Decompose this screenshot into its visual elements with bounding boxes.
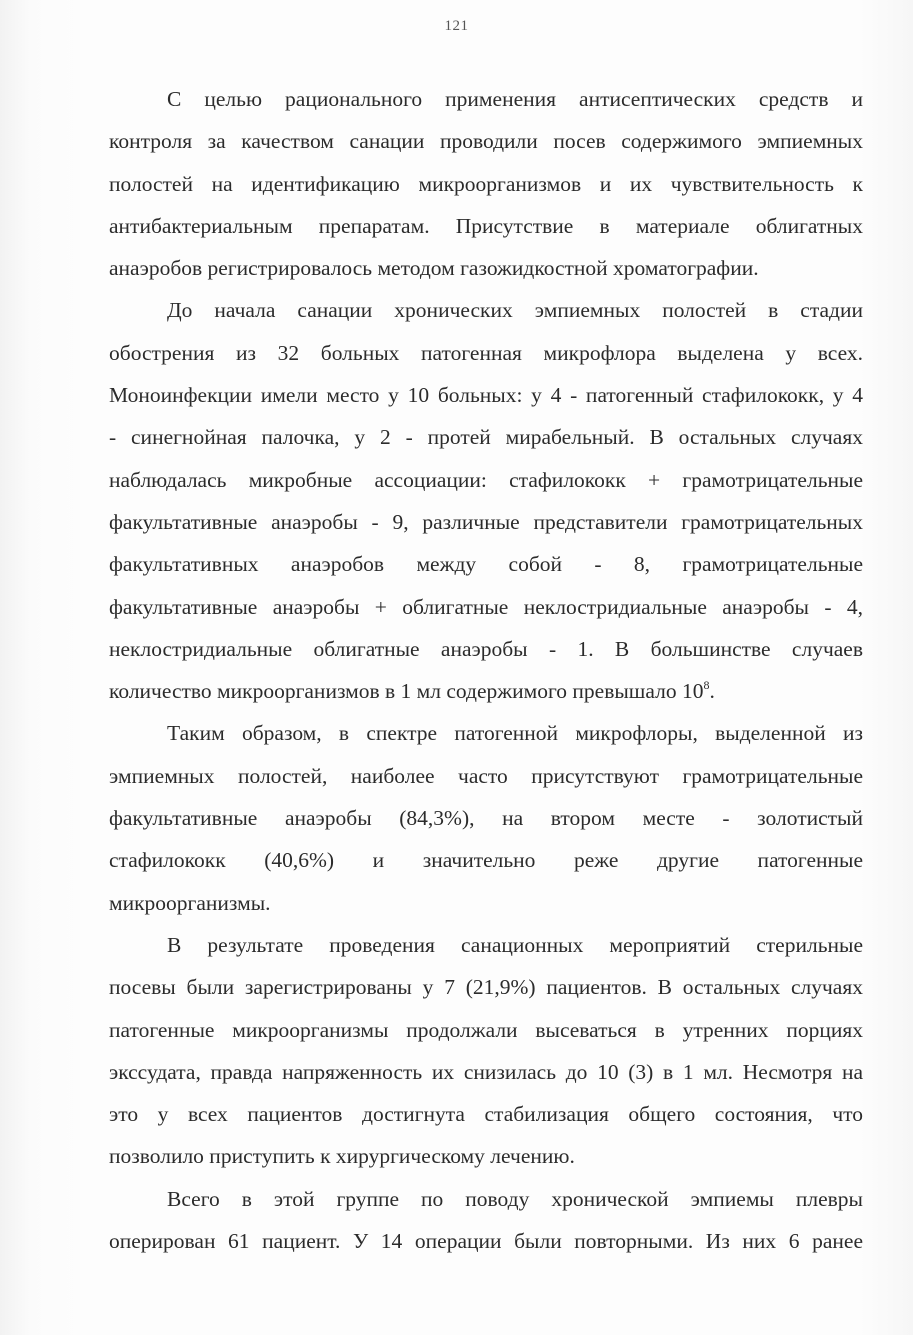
text-line: патогенные микроорганизмы продолжали высеваться в утренних порциях	[109, 1017, 863, 1042]
text-line: обострения из 32 больных патогенная микрофлора выделена у всех.	[109, 340, 863, 365]
text-line: микроорганизмы.	[109, 890, 271, 915]
paragraph-summary	[51, 712, 863, 923]
text-line: Моноинфекции имели место у 10 больных: у 4 - патогенный стафилококк, у 4	[109, 383, 863, 408]
text-line: анаэробов регистрировалось методом газожидкостной хроматографии.	[109, 256, 759, 281]
text-line-with-superscript	[51, 670, 863, 712]
text-line: - синегнойная палочка, у 2 - протей мирабельный. В остальных случаях	[109, 425, 863, 450]
text-line: антибактериальным препаратам. Присутствие в материале облигатных	[109, 213, 863, 238]
text-line: неклостридиальные облигатные анаэробы - 1. В большинстве случаев	[109, 636, 863, 661]
text-line: Таким образом, в спектре патогенной микрофлоры, выделенной из	[167, 721, 863, 746]
exponent: 8	[703, 678, 710, 693]
text-line: эмпиемных полостей, наиболее часто присутствуют грамотрицательные	[109, 763, 863, 788]
paragraph-results	[51, 924, 863, 1178]
text-line: факультативных анаэробов между собой - 8, грамотрицательные	[109, 552, 863, 577]
text-line: стафилококк (40,6%) и значительно реже другие патогенные	[109, 848, 863, 873]
text-fragment: .	[709, 679, 715, 704]
paragraph-operations	[51, 1178, 863, 1263]
paragraph-antiseptics	[51, 78, 863, 289]
text-line: контроля за качеством санации проводили посев содержимого эмпиемных	[109, 129, 863, 154]
text-line: В результате проведения санационных мероприятий стерильные	[167, 932, 863, 957]
text-line: экссудата, правда напряженность их снизилась до 10 (3) в 1 мл. Несмотря на	[109, 1059, 863, 1084]
text-line: факультативные анаэробы - 9, различные представители грамотрицательных	[109, 509, 863, 534]
text-line: наблюдалась микробные ассоциации: стафилококк + грамотрицательные	[109, 467, 863, 492]
text-line: посевы были зарегистрированы у 7 (21,9%) пациентов. В остальных случаях	[109, 975, 863, 1000]
text-line: Всего в этой группе по поводу хронической эмпиемы плевры	[167, 1186, 863, 1211]
body-text	[51, 78, 863, 1262]
text-line: оперирован 61 пациент. У 14 операции были повторными. Из них 6 ранее	[109, 1229, 863, 1254]
text-line: До начала санации хронических эмпиемных полостей в стадии	[167, 298, 863, 323]
text-fragment: количество микроорганизмов в 1 мл содержимого превышало 10	[109, 679, 704, 704]
text-line: полостей на идентификацию микроорганизмов и их чувствительность к	[109, 171, 863, 196]
text-line: это у всех пациентов достигнута стабилизация общего состояния, что	[109, 1102, 863, 1127]
paragraph-microflora	[51, 289, 863, 712]
text-line: позволило приступить к хирургическому лечению.	[109, 1144, 575, 1169]
text-line: факультативные анаэробы (84,3%), на втором месте - золотистый	[109, 806, 863, 831]
text-line: С целью рационального применения антисептических средств и	[167, 87, 863, 111]
page-number: 121	[444, 18, 469, 34]
text-line: факультативные анаэробы + облигатные неклостридиальные анаэробы - 4,	[109, 594, 863, 619]
